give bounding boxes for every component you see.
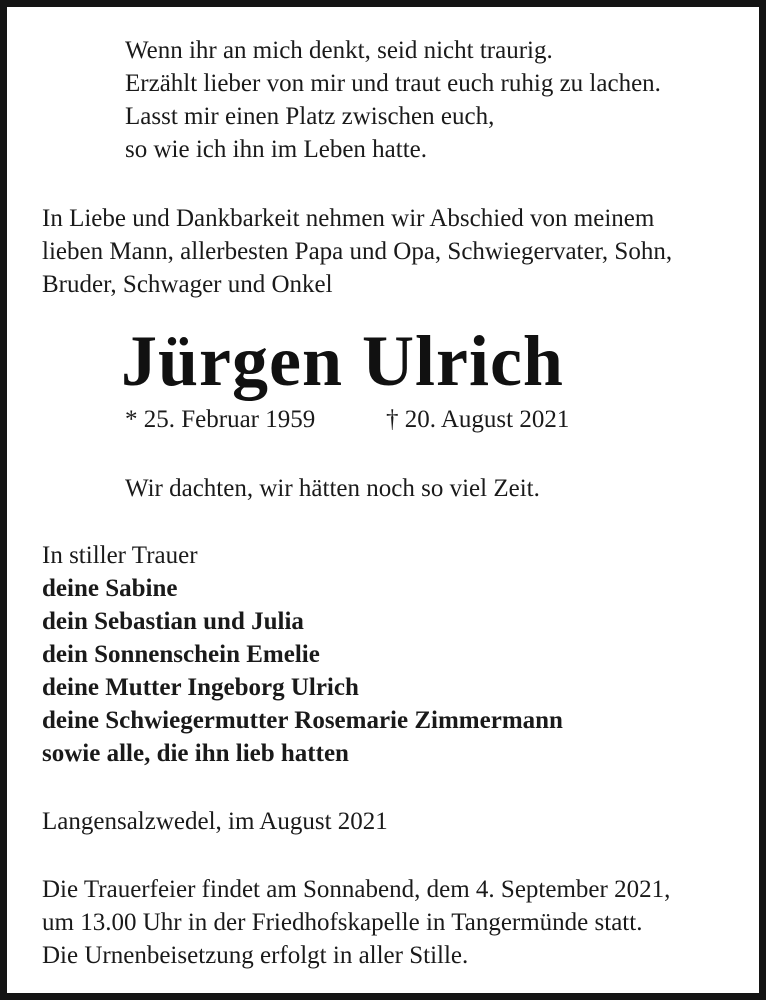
mourner-name: sowie alle, die ihn lieb hatten <box>42 740 349 767</box>
mourner-name: deine Sabine <box>42 575 178 602</box>
quote: Wir dachten, wir hätten noch so viel Zeit. <box>125 475 540 502</box>
death-date: † 20. August 2021 <box>386 406 570 433</box>
poem-line: Lasst mir einen Platz zwischen euch, <box>125 103 495 130</box>
funeral-line: Die Trauerfeier findet am Sonnabend, dem 4. September 2021, <box>42 876 671 903</box>
intro-line: lieben Mann, allerbesten Papa und Opa, Schwiegervater, Sohn, <box>42 238 673 265</box>
birth-date: * 25. Februar 1959 <box>125 406 316 433</box>
poem-line: Erzählt lieber von mir und traut euch ruhig zu lachen. <box>125 70 661 97</box>
deceased-name: Jürgen Ulrich <box>121 321 564 401</box>
funeral-line: um 13.00 Uhr in der Friedhofskapelle in Tangermünde statt. <box>42 909 643 936</box>
mourners-heading: In stiller Trauer <box>42 542 198 569</box>
poem <box>125 34 661 166</box>
place-date: Langensalzwedel, im August 2021 <box>42 808 388 835</box>
poem-line: Wenn ihr an mich denkt, seid nicht traurig. <box>125 37 553 64</box>
intro-line: In Liebe und Dankbarkeit nehmen wir Abschied von meinem <box>42 205 655 232</box>
intro-text <box>42 202 672 301</box>
funeral-line: Die Urnenbeisetzung erfolgt in aller Stille. <box>42 942 469 969</box>
mourner-name: deine Schwiegermutter Rosemarie Zimmermann <box>42 707 563 734</box>
poem-line: so wie ich ihn im Leben hatte. <box>125 136 428 163</box>
mourner-name: deine Mutter Ingeborg Ulrich <box>42 674 359 701</box>
mourners-list <box>42 539 563 770</box>
mourner-name: dein Sebastian und Julia <box>42 608 304 635</box>
intro-line: Bruder, Schwager und Onkel <box>42 271 333 298</box>
funeral-info <box>42 873 670 972</box>
mourner-name: dein Sonnenschein Emelie <box>42 641 320 668</box>
